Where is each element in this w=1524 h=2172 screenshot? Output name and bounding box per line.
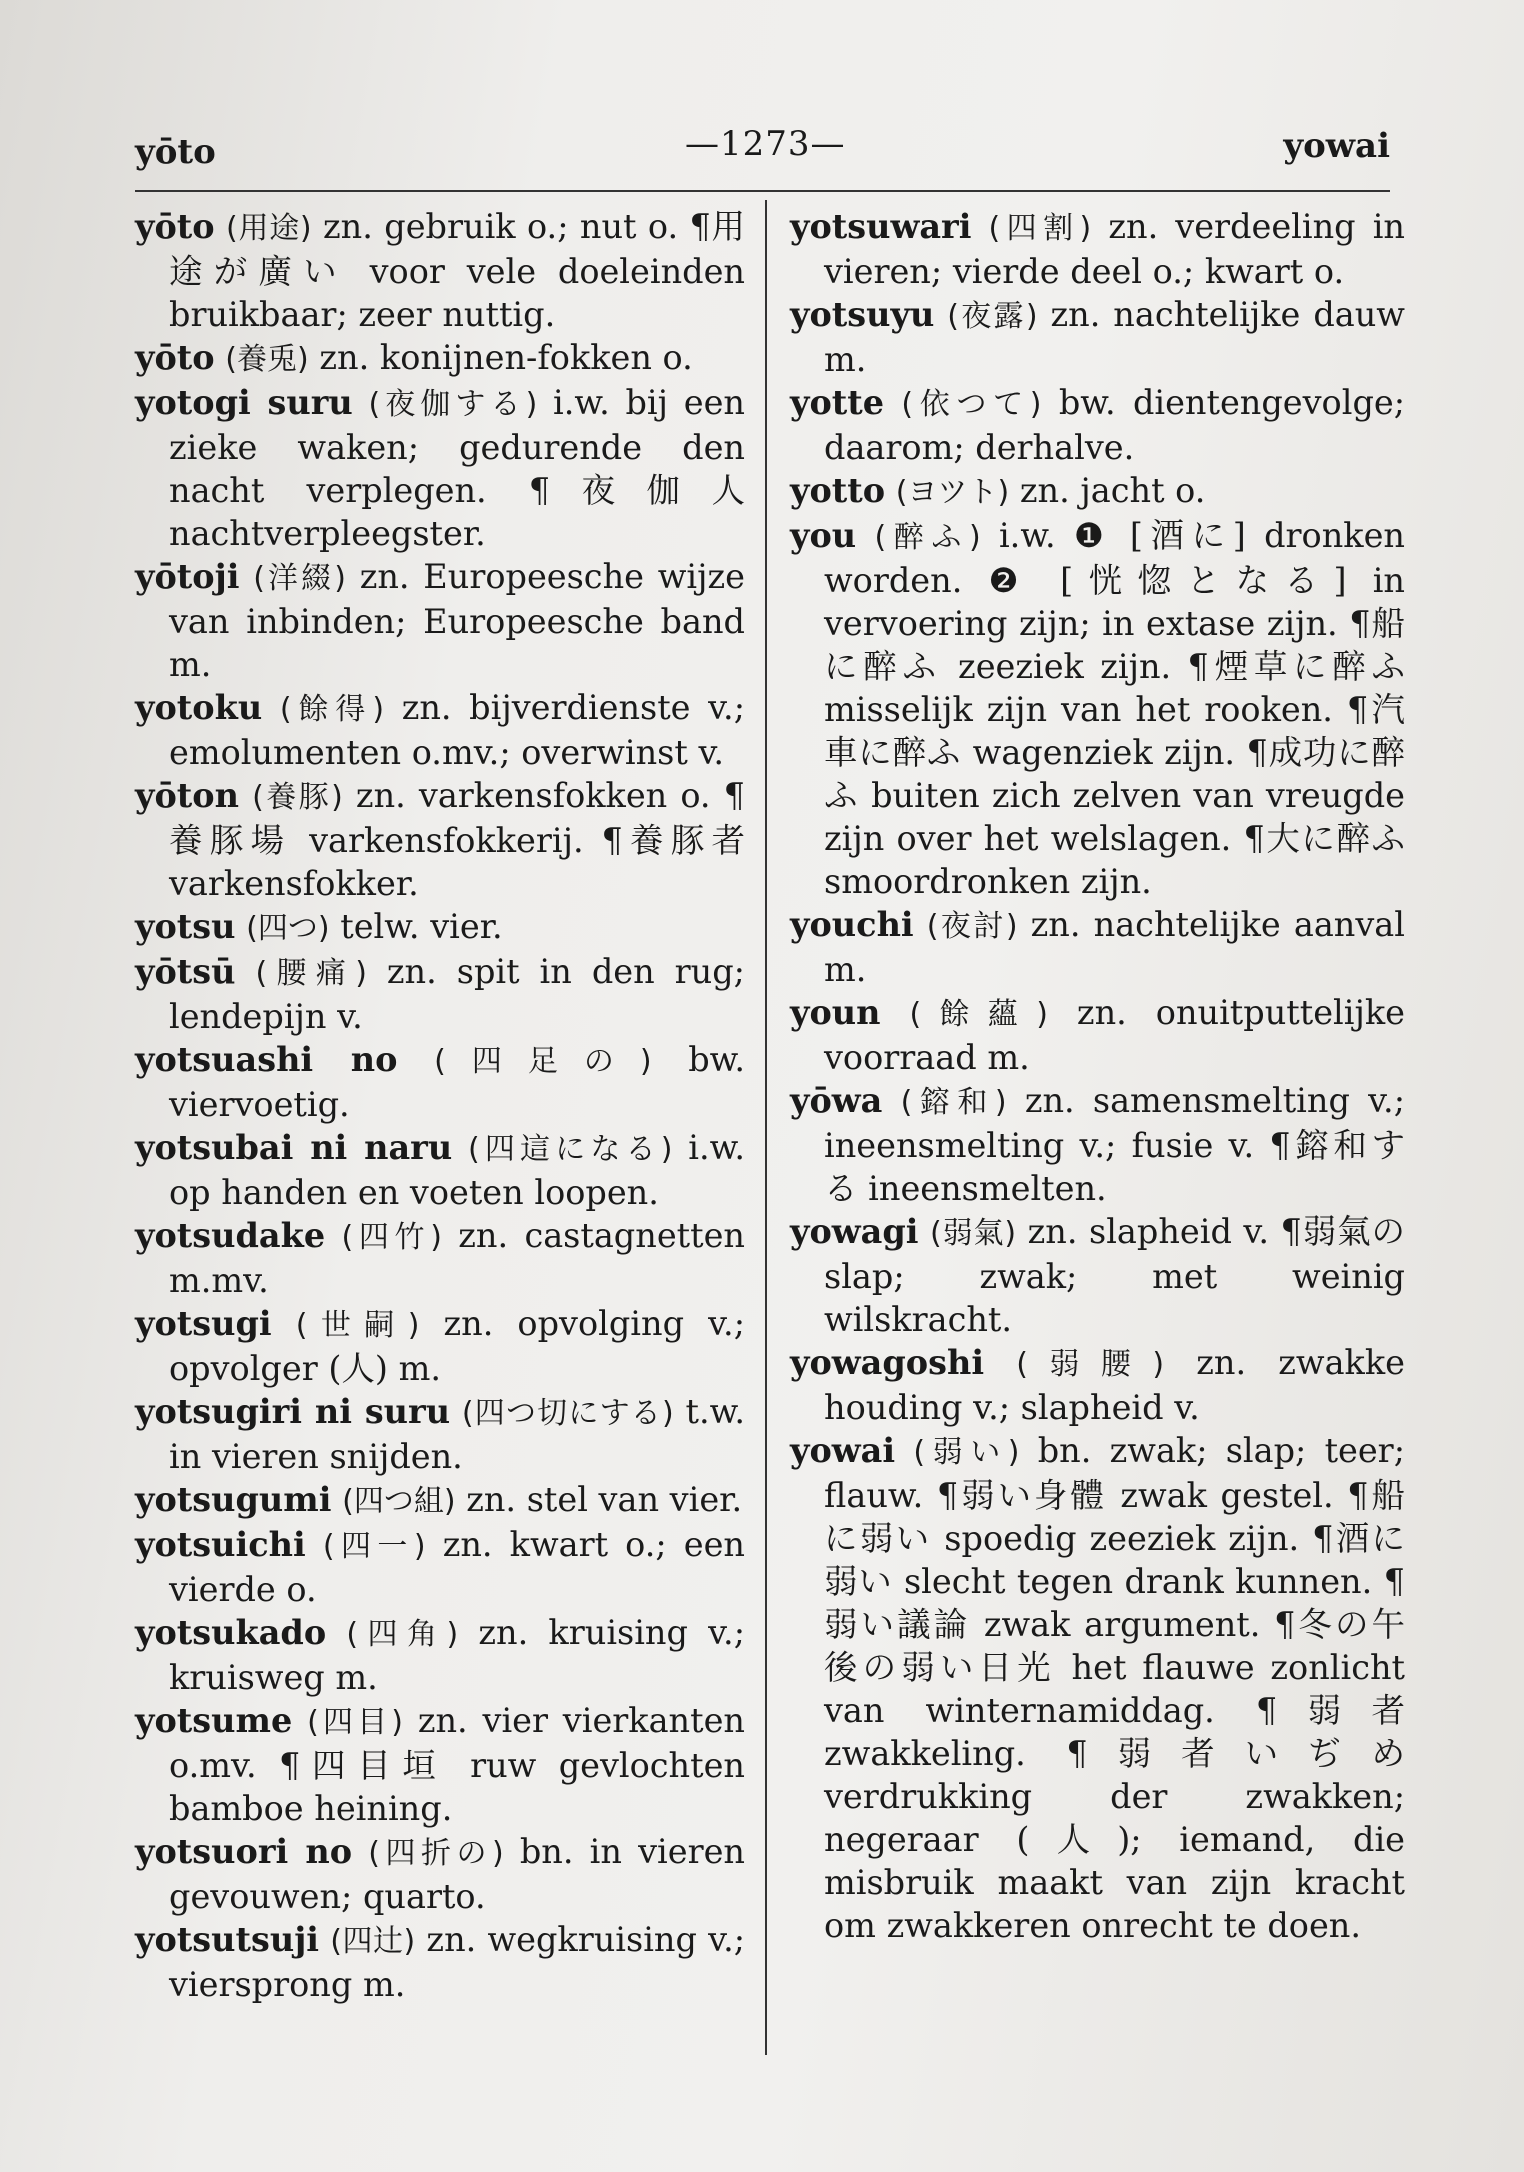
entry-headword: yowagi	[790, 1212, 919, 1251]
entry-definition: telw. vier.	[340, 907, 503, 946]
entry-kanji: (餘蘊)	[909, 997, 1048, 1032]
entry-headword: yotsutsuji	[135, 1920, 320, 1959]
entry-definition: i.w. ❶ [酒に] dronken worden. ❷ [恍惚となる] in vervoering zijn; in extase zijn. ¶船に醉ふ zeeziek zijn. ¶煙草に醉ふ misselijk zijn van het rooken. ¶汽車に醉ふ wagenziek zijn. ¶成功に醉ふ buiten zich zelven van vreugde zijn over het welslagen. ¶大に醉ふ smoordronken zijn.	[824, 516, 1405, 901]
entry-headword: yōto	[135, 207, 215, 246]
entry-kanji: (醉ふ)	[874, 520, 981, 555]
entry-headword: yotsuyu	[790, 295, 935, 334]
entry-headword: you	[790, 516, 857, 555]
dictionary-entry	[135, 1830, 745, 1918]
entry-definition: zn. zwakke houding v.; slapheid v.	[824, 1343, 1405, 1427]
dictionary-entry	[135, 1478, 745, 1523]
dictionary-entry	[135, 1918, 745, 2006]
entry-headword: yotsudake	[135, 1216, 326, 1255]
entry-kanji: (夜討)	[926, 909, 1018, 944]
entry-definition: zn. nachtelijke aanval m.	[824, 905, 1405, 989]
dictionary-entry	[135, 555, 745, 686]
entry-kanji: (依つて)	[901, 387, 1042, 422]
entry-kanji: (弱い)	[913, 1435, 1020, 1470]
entry-definition: zn. varkensfokken o. ¶養豚場 varkensfokkerij. ¶養豚者 varkensfokker.	[169, 776, 745, 903]
entry-headword: yotsubai ni naru	[135, 1128, 453, 1167]
entry-kanji: (四つ)	[246, 911, 330, 946]
entry-headword: yotsuwari	[790, 207, 972, 246]
entry-kanji: (四這になる)	[468, 1132, 673, 1167]
entry-kanji: (四足の)	[434, 1044, 652, 1079]
entry-definition: zn. samensmelting v.; ineensmelting v.; fusie v. ¶鎔和する ineensmelten.	[824, 1081, 1405, 1208]
entry-definition: zn. wegkruising v.; viersprong m.	[169, 1920, 746, 2004]
entry-kanji: (ヨツト)	[895, 475, 1010, 510]
entry-kanji: (洋綴)	[253, 561, 346, 596]
dictionary-entry	[135, 774, 745, 905]
dictionary-entry	[790, 205, 1405, 293]
entry-kanji: (世嗣)	[295, 1308, 420, 1343]
entry-definition: zn. nachtelijke dauw m.	[824, 295, 1405, 379]
entry-headword: yōtsū	[135, 952, 236, 991]
dictionary-entry	[790, 991, 1405, 1079]
entry-kanji: (養豚)	[252, 780, 343, 815]
entry-headword: yotsugiri ni suru	[135, 1392, 451, 1431]
entry-kanji: (四折の)	[368, 1836, 504, 1871]
entry-definition: t.w. in vieren snijden.	[169, 1392, 745, 1476]
entry-definition: zn. bijverdienste v.; emolumenten o.mv.; overwinst v.	[169, 688, 745, 772]
entry-headword: youchi	[790, 905, 914, 944]
right-column	[790, 205, 1405, 1947]
dictionary-entry	[790, 469, 1405, 514]
entry-kanji: (養兎)	[225, 342, 309, 377]
entry-headword: yōtoji	[135, 557, 240, 596]
entry-kanji: (餘得)	[279, 692, 385, 727]
entry-headword: yotsugumi	[135, 1480, 332, 1519]
entry-headword: yotsuashi no	[135, 1040, 398, 1079]
entry-definition: bw. dientengevolge; daarom; derhalve.	[824, 383, 1405, 467]
entry-kanji: (腰痛)	[255, 956, 367, 991]
page-number: —1273—	[685, 124, 846, 164]
entry-kanji: (弱氣)	[930, 1216, 1017, 1251]
entry-kanji: (夜露)	[947, 299, 1038, 334]
entry-definition: i.w. bij een zieke waken; gedurende den nacht verplegen. ¶夜伽人 nachtverpleegster.	[169, 383, 745, 553]
column-divider	[765, 200, 767, 2055]
dictionary-entry	[790, 903, 1405, 991]
entry-kanji: (四一)	[322, 1529, 426, 1564]
dictionary-entry	[790, 1429, 1405, 1947]
entry-definition: bn. in vieren gevouwen; quarto.	[169, 1832, 745, 1916]
entry-definition: zn. vier vierkanten o.mv. ¶四目垣 ruw gevlochten bamboe heining.	[169, 1701, 745, 1828]
entry-headword: yotsukado	[135, 1613, 327, 1652]
dictionary-entry	[135, 336, 745, 381]
entry-definition: i.w. op handen en voeten loopen.	[169, 1128, 745, 1212]
entry-definition: zn. verdeeling in vieren; vierde deel o.; kwart o.	[824, 207, 1405, 291]
entry-kanji: (四つ切にする)	[461, 1396, 674, 1431]
entry-definition: zn. onuitputtelijke voorraad m.	[824, 993, 1405, 1077]
entry-definition: zn. slapheid v. ¶弱氣の slap; zwak; met weinig wilskracht.	[824, 1212, 1405, 1339]
entry-kanji: (四辻)	[330, 1924, 416, 1959]
entry-headword: yōton	[135, 776, 239, 815]
entry-headword: youn	[790, 993, 881, 1032]
entry-headword: yotoku	[135, 688, 263, 727]
entry-definition: zn. castagnetten m.mv.	[169, 1216, 745, 1300]
dictionary-entry	[790, 293, 1405, 381]
header-rule	[135, 190, 1390, 192]
entry-headword: yowagoshi	[790, 1343, 985, 1382]
dictionary-entry	[790, 1079, 1405, 1210]
entry-definition: bw. viervoetig.	[169, 1040, 746, 1124]
entry-kanji: (四目)	[307, 1705, 403, 1740]
dictionary-entry	[135, 1523, 745, 1611]
entry-definition: zn. opvolging v.; opvolger (人) m.	[169, 1304, 745, 1388]
dictionary-entry	[135, 1699, 745, 1830]
entry-kanji: (四竹)	[341, 1220, 442, 1255]
entry-headword: yōto	[135, 338, 215, 377]
dictionary-entry	[135, 950, 745, 1038]
entry-headword: yotte	[790, 383, 885, 422]
entry-definition: zn. Europeesche wijze van inbinden; Europeesche band m.	[169, 557, 745, 684]
dictionary-entry	[135, 381, 745, 555]
dictionary-entry	[135, 686, 745, 774]
entry-headword: yotsuori no	[135, 1832, 353, 1871]
entry-kanji: (鎔和)	[900, 1085, 1007, 1120]
entry-definition: zn. spit in den rug; lendepijn v.	[169, 952, 745, 1036]
entry-definition: zn. stel van vier.	[466, 1480, 743, 1519]
dictionary-entry	[135, 1302, 745, 1390]
entry-headword: yotsuichi	[135, 1525, 306, 1564]
entry-kanji: (用途)	[226, 211, 312, 246]
dictionary-entry	[135, 1038, 745, 1126]
header-right-guideword: yowai	[1283, 126, 1390, 166]
entry-definition: zn. gebruik o.; nut o. ¶用途が廣い voor vele doeleinden bruikbaar; zeer nuttig.	[169, 207, 746, 334]
dictionary-entry	[790, 381, 1405, 469]
dictionary-entry	[135, 205, 745, 336]
left-column	[135, 205, 745, 2006]
entry-headword: yōwa	[790, 1081, 883, 1120]
entry-headword: yotsugi	[135, 1304, 272, 1343]
dictionary-entry	[790, 1341, 1405, 1429]
entry-kanji: (四つ組)	[342, 1484, 456, 1519]
entry-definition: zn. kwart o.; een vierde o.	[169, 1525, 746, 1609]
dictionary-entry	[790, 1210, 1405, 1341]
entry-headword: yowai	[790, 1431, 896, 1470]
entry-kanji: (夜伽する)	[368, 387, 538, 422]
entry-headword: yotsu	[135, 907, 236, 946]
entry-definition: zn. jacht o.	[1019, 471, 1206, 510]
entry-headword: yotsume	[135, 1701, 293, 1740]
entry-kanji: (四割)	[988, 211, 1092, 246]
entry-headword: yotto	[790, 471, 886, 510]
entry-headword: yotogi suru	[135, 383, 353, 422]
entry-definition: zn. konijnen-fokken o.	[319, 338, 693, 377]
page-header	[135, 118, 1390, 178]
dictionary-entry	[135, 1214, 745, 1302]
entry-kanji: (弱腰)	[1016, 1347, 1165, 1382]
entry-kanji: (四角)	[346, 1617, 459, 1652]
dictionary-entry	[135, 1126, 745, 1214]
dictionary-entry	[135, 1390, 745, 1478]
dictionary-entry	[135, 905, 745, 950]
dictionary-entry	[790, 514, 1405, 903]
entry-definition: zn. kruising v.; kruisweg m.	[169, 1613, 745, 1697]
dictionary-entry	[135, 1611, 745, 1699]
entry-definition: bn. zwak; slap; teer; flauw. ¶弱い身體 zwak gestel. ¶船に弱い spoedig zeeziek zijn. ¶酒に弱い slecht tegen drank kunnen. ¶弱い議論 zwak argument. ¶冬の午後の弱い日光 het flauwe zonlicht van winternamiddag. ¶弱者 zwakkeling. ¶弱者いぢめ verdrukking der zwakken; negeraar (人); iemand, die misbruik maakt van zijn kracht om zwakkeren onrecht te doen.	[824, 1431, 1405, 1945]
header-left-guideword: yōto	[135, 132, 216, 172]
